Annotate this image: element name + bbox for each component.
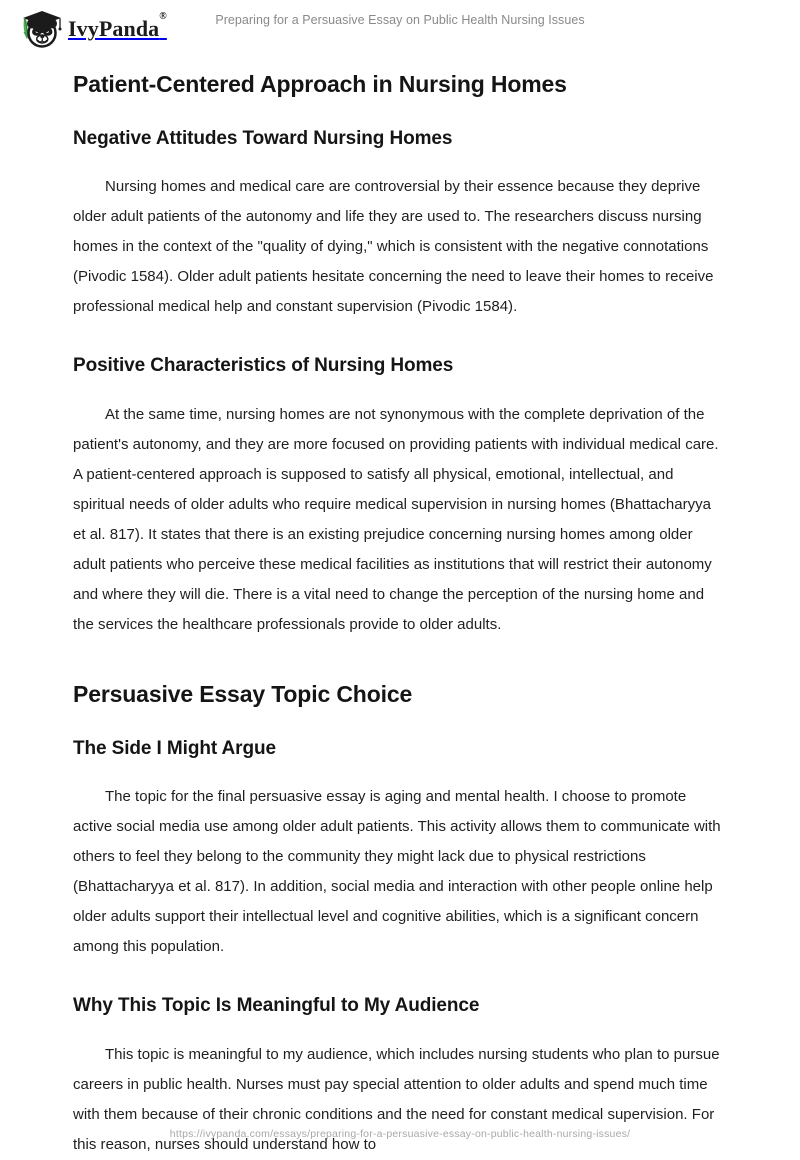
section-heading-the-side-i-might-argue: The Side I Might Argue (73, 737, 276, 759)
page-header (0, 0, 800, 58)
paragraph-the-side-i-might-argue: The topic for the final persuasive essay is aging and mental health. I choose to promote active social media use among older adult patients. This activity allows them to communicate with others to feel they belong to the community they might lack due to physical restrictions (Bhattacharyya et al. 817). In addition, social media and interaction with other people online help older adults support their intellectual level and cognitive abilities, which is a significant concern among this population. (73, 788, 721, 956)
brand-wordmark: IvyPanda® (68, 10, 167, 41)
running-head-title: Preparing for a Persuasive Essay on Public Health Nursing Issues (215, 13, 585, 27)
section-heading-patient-centered-approach: Patient-Centered Approach in Nursing Homes (73, 71, 567, 97)
section-heading-negative-attitudes: Negative Attitudes Toward Nursing Homes (73, 127, 453, 149)
paragraph-why-this-topic-is-meaningful: This topic is meaningful to my audience, which includes nursing students who plan to pursue careers in public health. Nurses must pay special attention to older adults and spend much time with them because of their chronic conditions and the need for constant medical supervision. For this reason, nurses should understand how to (73, 1046, 720, 1154)
section-heading-why-this-topic-is-meaningful: Why This Topic Is Meaningful to My Audience (73, 995, 480, 1017)
section-heading-positive-characteristics: Positive Characteristics of Nursing Homes (73, 355, 454, 377)
page-footer (0, 1124, 800, 1142)
source-url[interactable]: https://ivypanda.com/essays/preparing-for-a-persuasive-essay-on-public-health-nursing-issues/ (169, 1128, 631, 1140)
section-heading-persuasive-essay-topic-choice: Persuasive Essay Topic Choice (73, 681, 413, 708)
paragraph-positive-characteristics: At the same time, nursing homes are not synonymous with the complete deprivation of the patient's autonomy, and they are more focused on providing patients with individual medical care. A patient-centered approach is supposed to satisfy all physical, emotional, intellectual, and spiritual needs of older adults who require medical supervision in nursing homes (Bhattacharyya et al. 817). It states that there is an existing prejudice concerning nursing homes among older adult patients who perceive these medical facilities as institutions that will restrict their autonomy and where they will die. There is a vital need to change the perception of the nursing home and the services the healthcare professionals provide to older adults. (73, 406, 719, 634)
registered-trademark-symbol: ® (159, 10, 167, 22)
paragraph-negative-attitudes: Nursing homes and medical care are controversial by their essence because they deprive older adult patients of the autonomy and life they are used to. The researchers discuss nursing homes in the context of the "quality of dying," which is consistent with the negative connotations (Pivodic 1584). Older adult patients hesitate concerning the need to leave their homes to receive professional medical help and constant supervision (Pivodic 1584). (73, 178, 714, 316)
document-content (73, 70, 727, 1160)
